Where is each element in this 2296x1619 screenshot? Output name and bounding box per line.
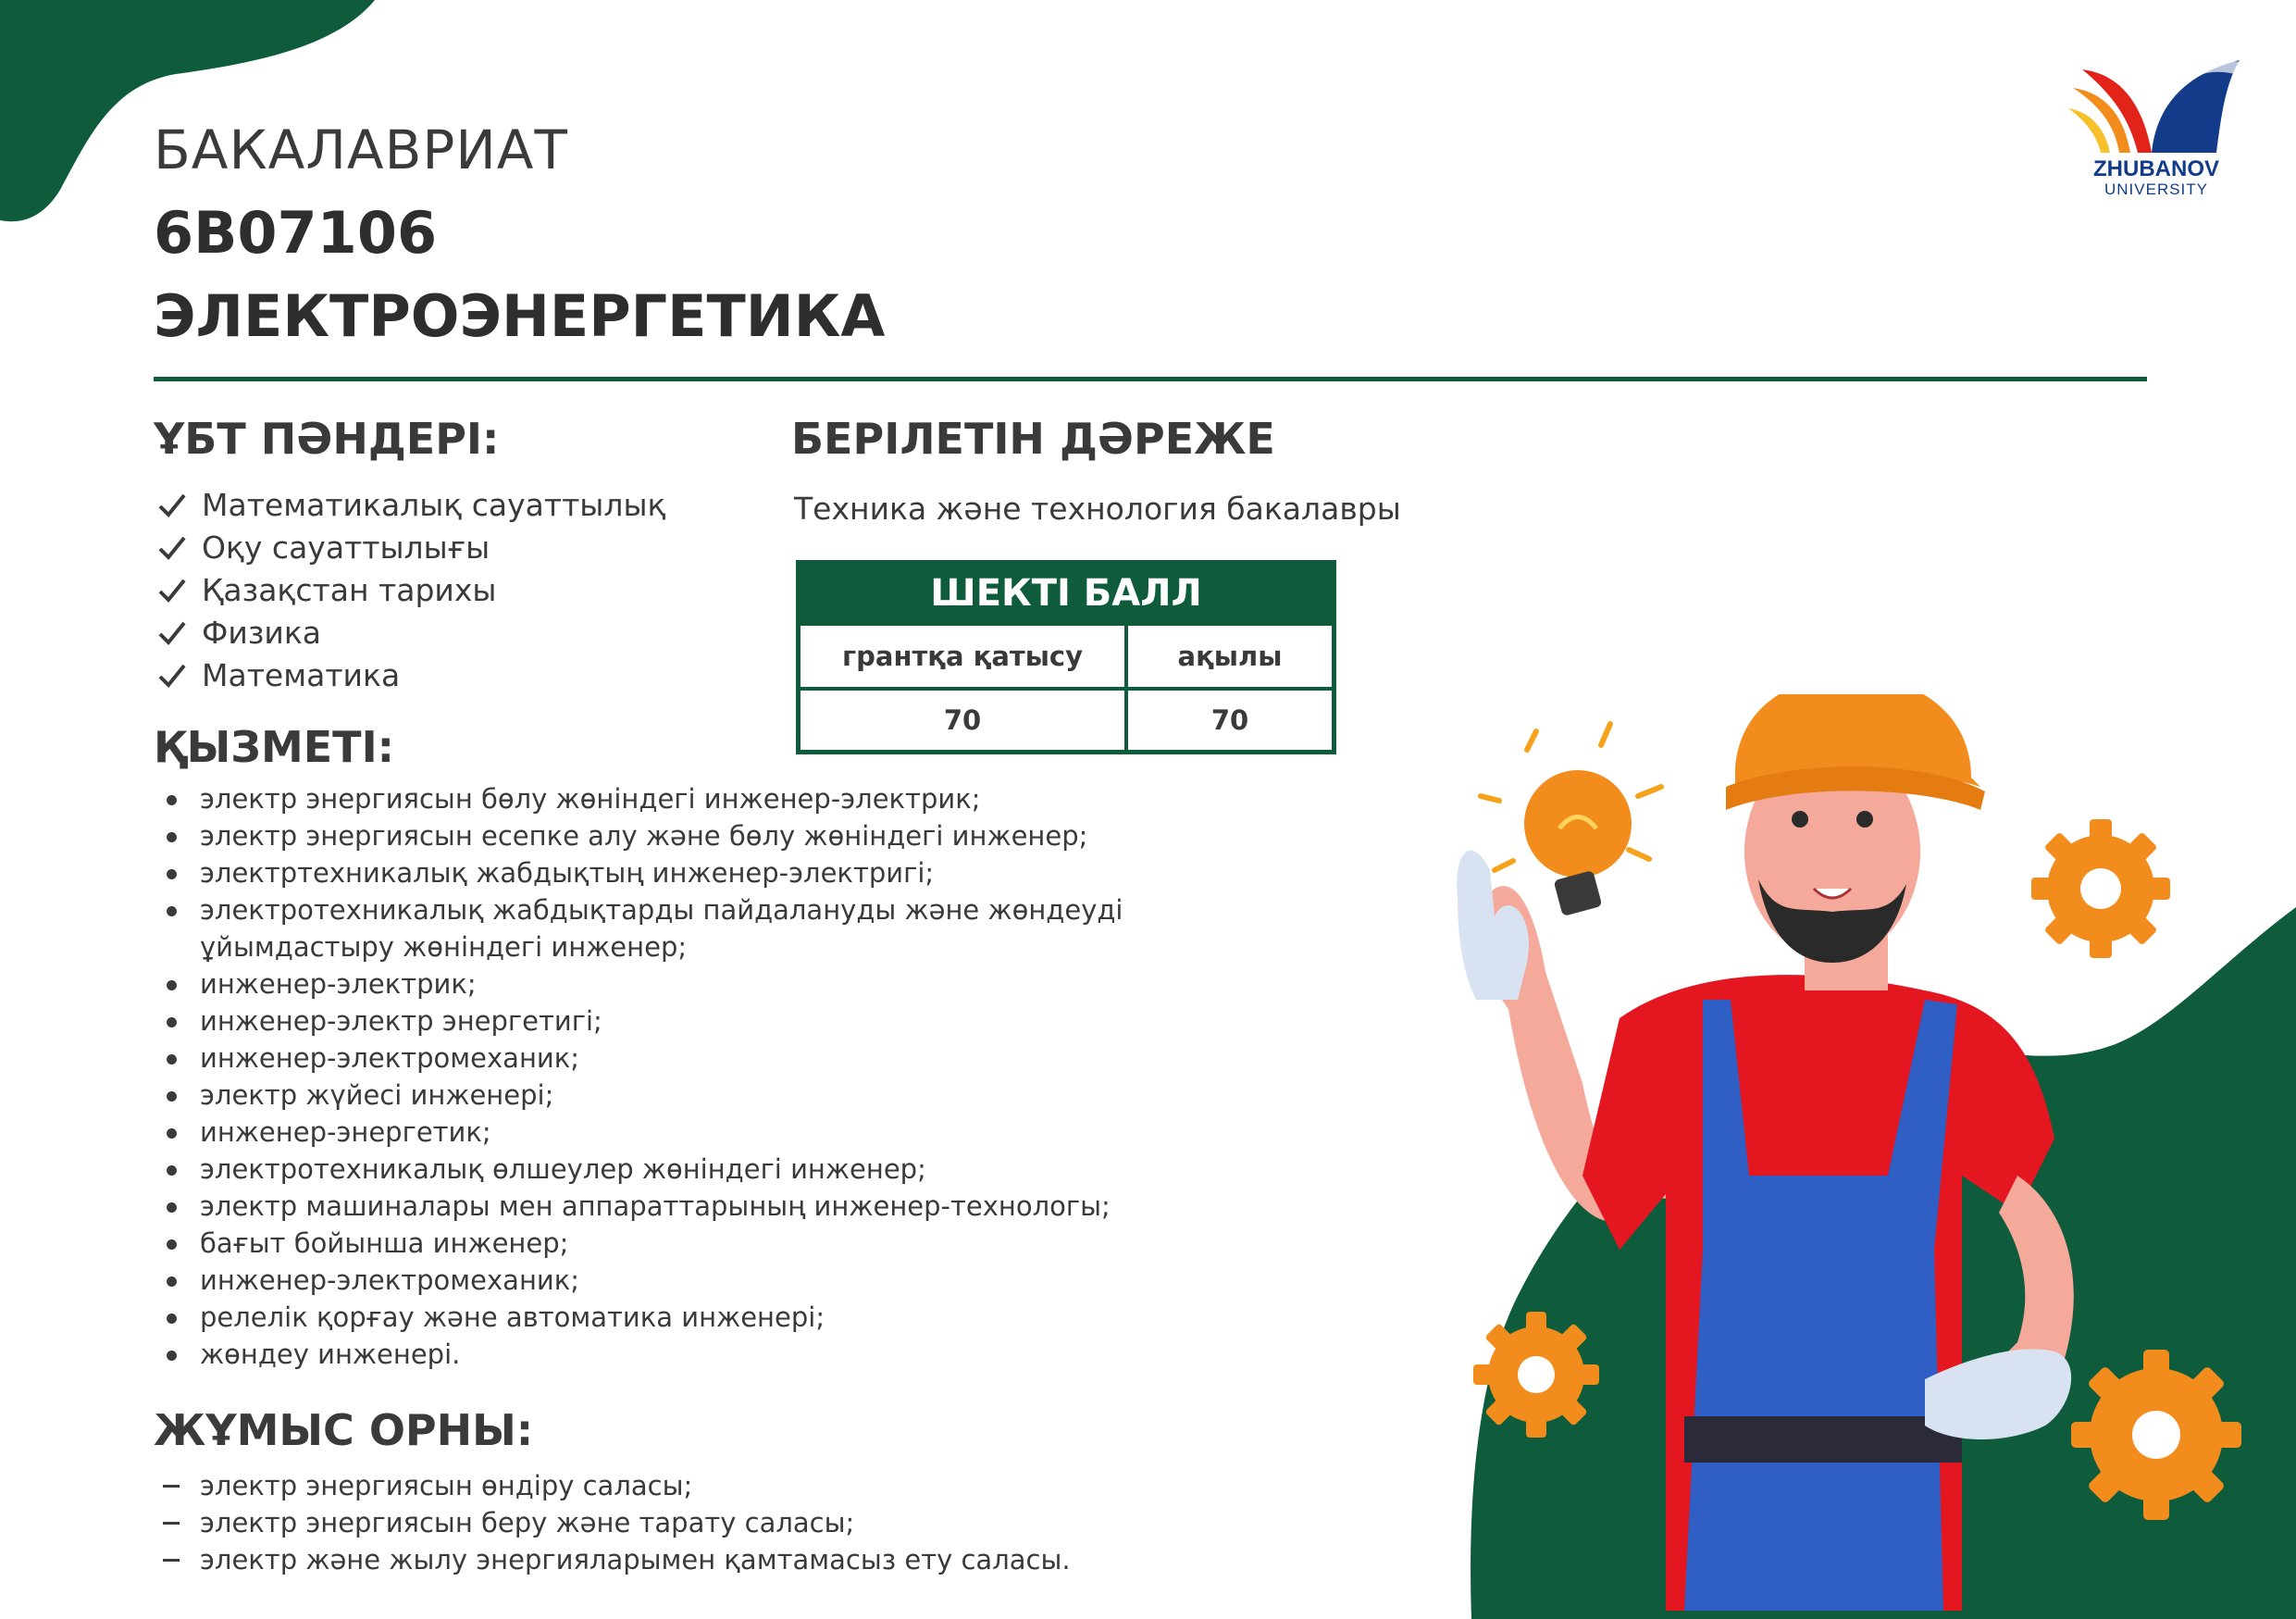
check-icon xyxy=(157,492,187,519)
program-level: БАКАЛАВРИАТ xyxy=(154,118,568,181)
degree-value: Техника және технология бакалавры xyxy=(794,491,1401,527)
list-item: электр энергиясын беру және тарату саласы; xyxy=(155,1504,1266,1541)
program-name: ЭЛЕКТРОЭНЕРГЕТИКА xyxy=(154,282,886,350)
entrance-subjects-list xyxy=(157,484,665,697)
logo-line2: UNIVERSITY xyxy=(2104,181,2209,198)
list-item: инженер-электромеханик; xyxy=(155,1262,1127,1299)
list-item: жөндеу инженері. xyxy=(155,1336,1127,1373)
duties-list xyxy=(155,780,1127,1373)
list-item: электр энергиясын өндіру саласы; xyxy=(155,1467,1266,1504)
list-item: электротехникалық өлшеулер жөніндегі инженер; xyxy=(155,1151,1127,1188)
list-item: Оқу сауаттылығы xyxy=(157,527,665,569)
check-icon xyxy=(157,534,187,562)
grant-score: 70 xyxy=(800,691,1128,750)
gear-icon xyxy=(2071,1350,2241,1520)
gear-icon xyxy=(2031,819,2170,958)
engineer-illustration xyxy=(1407,694,2295,1619)
threshold-title: ШЕКТІ БАЛЛ xyxy=(800,565,1332,622)
header-divider xyxy=(154,377,2147,381)
workplace-title: ЖҰМЫС ОРНЫ: xyxy=(154,1405,534,1455)
list-item: электр энергиясын бөлу жөніндегі инженер-электрик; xyxy=(155,780,1127,817)
list-item: электр және жылу энергияларымен қамтамасыз ету саласы. xyxy=(155,1541,1266,1578)
column-header-paid: ақылы xyxy=(1177,641,1283,672)
list-item: инженер-электр энергетигі; xyxy=(155,1003,1127,1040)
list-item: бағыт бойынша инженер; xyxy=(155,1225,1127,1262)
workplace-list xyxy=(155,1467,1266,1578)
entrance-subjects-title: ҰБТ ПӘНДЕРІ: xyxy=(154,414,500,464)
list-item: Физика xyxy=(157,612,665,654)
list-item: Қазақстан тарихы xyxy=(157,569,665,612)
table-header-row xyxy=(800,622,1332,687)
list-item: инженер-электромеханик; xyxy=(155,1040,1127,1077)
column-header-grant: грантқа қатысу xyxy=(800,626,1128,687)
list-item: Математикалық сауаттылық xyxy=(157,484,665,527)
list-item: электр машиналары мен аппараттарының инженер-технологы; xyxy=(155,1188,1127,1225)
list-item: электр жүйесі инженері; xyxy=(155,1077,1127,1114)
degree-title: БЕРІЛЕТІН ДӘРЕЖЕ xyxy=(791,414,1275,464)
logo-line1: ZHUBANOV xyxy=(2093,156,2219,181)
list-item: электр энергиясын есепке алу және бөлу жөніндегі инженер; xyxy=(155,817,1127,854)
list-item: инженер-энергетик; xyxy=(155,1114,1127,1151)
logo-emblem-icon xyxy=(2064,51,2249,157)
list-item: инженер-электрик; xyxy=(155,965,1127,1003)
list-item: электротехникалық жабдықтарды пайдалануды және жөндеуді ұйымдастыру жөніндегі инженер; xyxy=(155,891,1127,965)
list-item: релелік қорғау және автоматика инженері; xyxy=(155,1299,1127,1336)
university-logo xyxy=(2054,51,2258,198)
program-code: 6B07106 xyxy=(154,199,438,267)
list-item: Математика xyxy=(157,654,665,697)
gear-icon xyxy=(1473,1312,1599,1438)
table-row xyxy=(800,687,1332,750)
duties-title: ҚЫЗМЕТІ: xyxy=(154,722,395,772)
check-icon xyxy=(157,577,187,604)
check-icon xyxy=(157,662,187,690)
corner-decoration xyxy=(0,0,389,227)
threshold-score-table xyxy=(796,560,1336,754)
list-item: электртехникалық жабдықтың инженер-электригі; xyxy=(155,854,1127,891)
paid-score: 70 xyxy=(1210,704,1249,736)
check-icon xyxy=(157,619,187,647)
